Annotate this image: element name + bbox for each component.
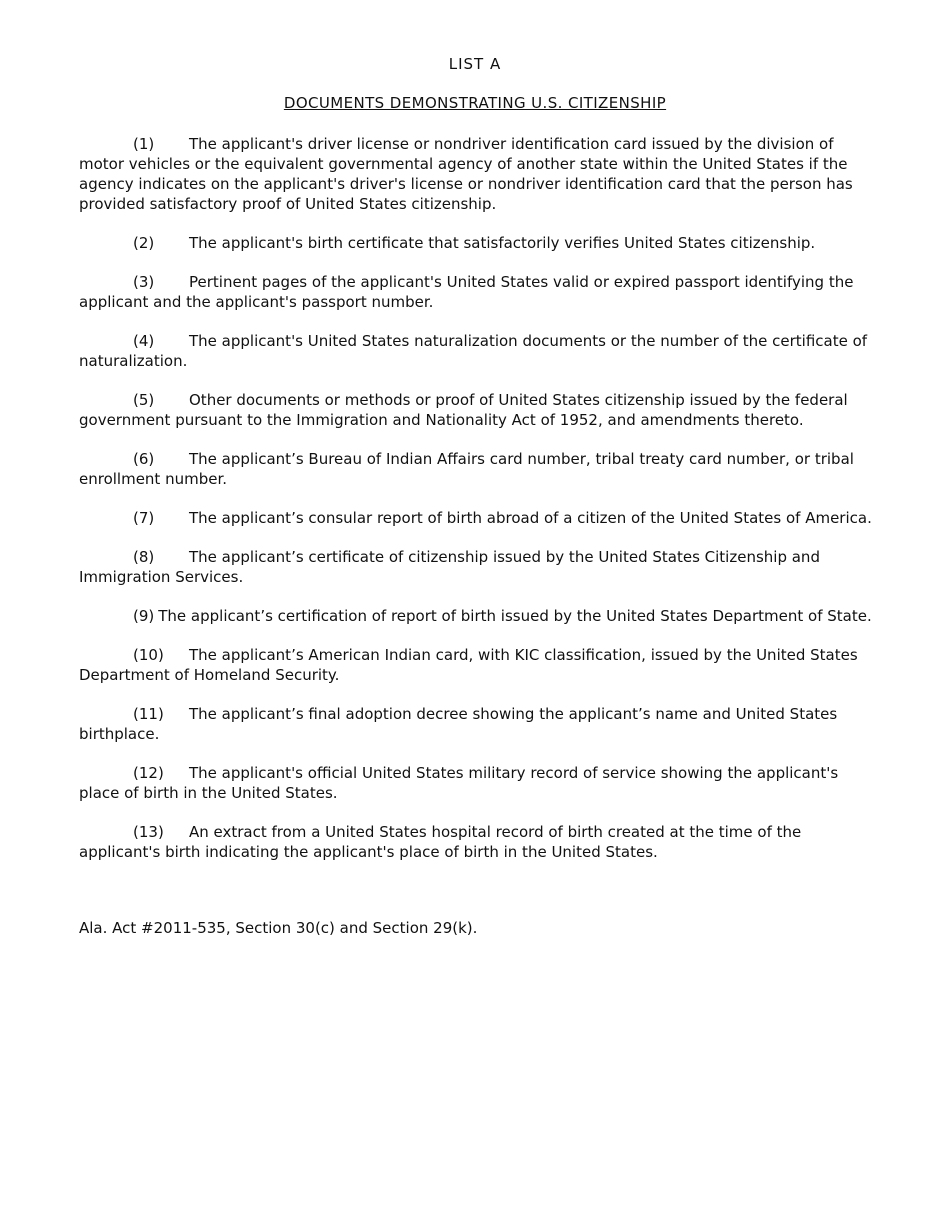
citizenship-documents-list	[79, 134, 875, 881]
item-text: The applicant’s American Indian card, with KIC classification, issued by the United States Department of Homeland Security.	[79, 646, 858, 684]
list-item	[79, 449, 875, 489]
item-number: (11)	[133, 705, 164, 723]
item-text: Other documents or methods or proof of United States citizenship issued by the federal government pursuant to the Immigration and Nationality Act of 1952, and amendments thereto.	[79, 391, 848, 429]
item-number: (12)	[133, 764, 164, 782]
item-text: An extract from a United States hospital record of birth created at the time of the applicant's birth indicating the applicant's place of birth in the United States.	[79, 823, 802, 861]
item-number: (5)	[133, 391, 155, 409]
item-text: The applicant’s certificate of citizenship issued by the United States Citizenship and Immigration Services.	[79, 548, 820, 586]
item-number: (9)	[133, 607, 155, 625]
item-number: (6)	[133, 450, 155, 468]
list-item	[79, 606, 875, 626]
list-item	[79, 645, 875, 685]
item-text: The applicant’s Bureau of Indian Affairs card number, tribal treaty card number, or tribal enrollment number.	[79, 450, 854, 488]
item-text: The applicant's United States naturalization documents or the number of the certificate of naturalization.	[79, 332, 868, 370]
item-number: (1)	[133, 135, 155, 153]
legal-citation: Ala. Act #2011-535, Section 30(c) and Section 29(k).	[79, 919, 478, 937]
item-text: The applicant’s final adoption decree showing the applicant’s name and United States birthplace.	[79, 705, 838, 743]
item-number: (13)	[133, 823, 164, 841]
item-number: (8)	[133, 548, 155, 566]
list-item	[79, 822, 875, 862]
item-number: (2)	[133, 234, 155, 252]
list-item	[79, 763, 875, 803]
item-number: (4)	[133, 332, 155, 350]
item-text: Pertinent pages of the applicant's United States valid or expired passport identifying the applicant and the applicant's passport number.	[79, 273, 854, 311]
list-item	[79, 508, 875, 528]
item-number: (10)	[133, 646, 164, 664]
item-text: The applicant’s certification of report of birth issued by the United States Department of State.	[158, 607, 872, 625]
item-number: (7)	[133, 509, 155, 527]
list-item	[79, 331, 875, 371]
item-number: (3)	[133, 273, 155, 291]
list-item	[79, 704, 875, 744]
list-item	[79, 272, 875, 312]
list-item	[79, 547, 875, 587]
list-item	[79, 233, 875, 253]
list-title: LIST A	[448, 55, 502, 73]
item-text: The applicant's birth certificate that satisfactorily verifies United States citizenship.	[189, 234, 816, 252]
item-text: The applicant's official United States military record of service showing the applicant's place of birth in the United States.	[79, 764, 839, 802]
list-item	[79, 390, 875, 430]
item-text: The applicant's driver license or nondriver identification card issued by the division of motor vehicles or the equivalent governmental agency of another state within the United States if the agency indicates on the applicant's driver's license or nondriver identification card that the person has provided satisfactory proof of United States citizenship.	[79, 135, 853, 213]
document-heading: DOCUMENTS DEMONSTRATING U.S. CITIZENSHIP	[283, 94, 667, 112]
list-item	[79, 134, 875, 214]
item-text: The applicant’s consular report of birth abroad of a citizen of the United States of America.	[189, 509, 872, 527]
